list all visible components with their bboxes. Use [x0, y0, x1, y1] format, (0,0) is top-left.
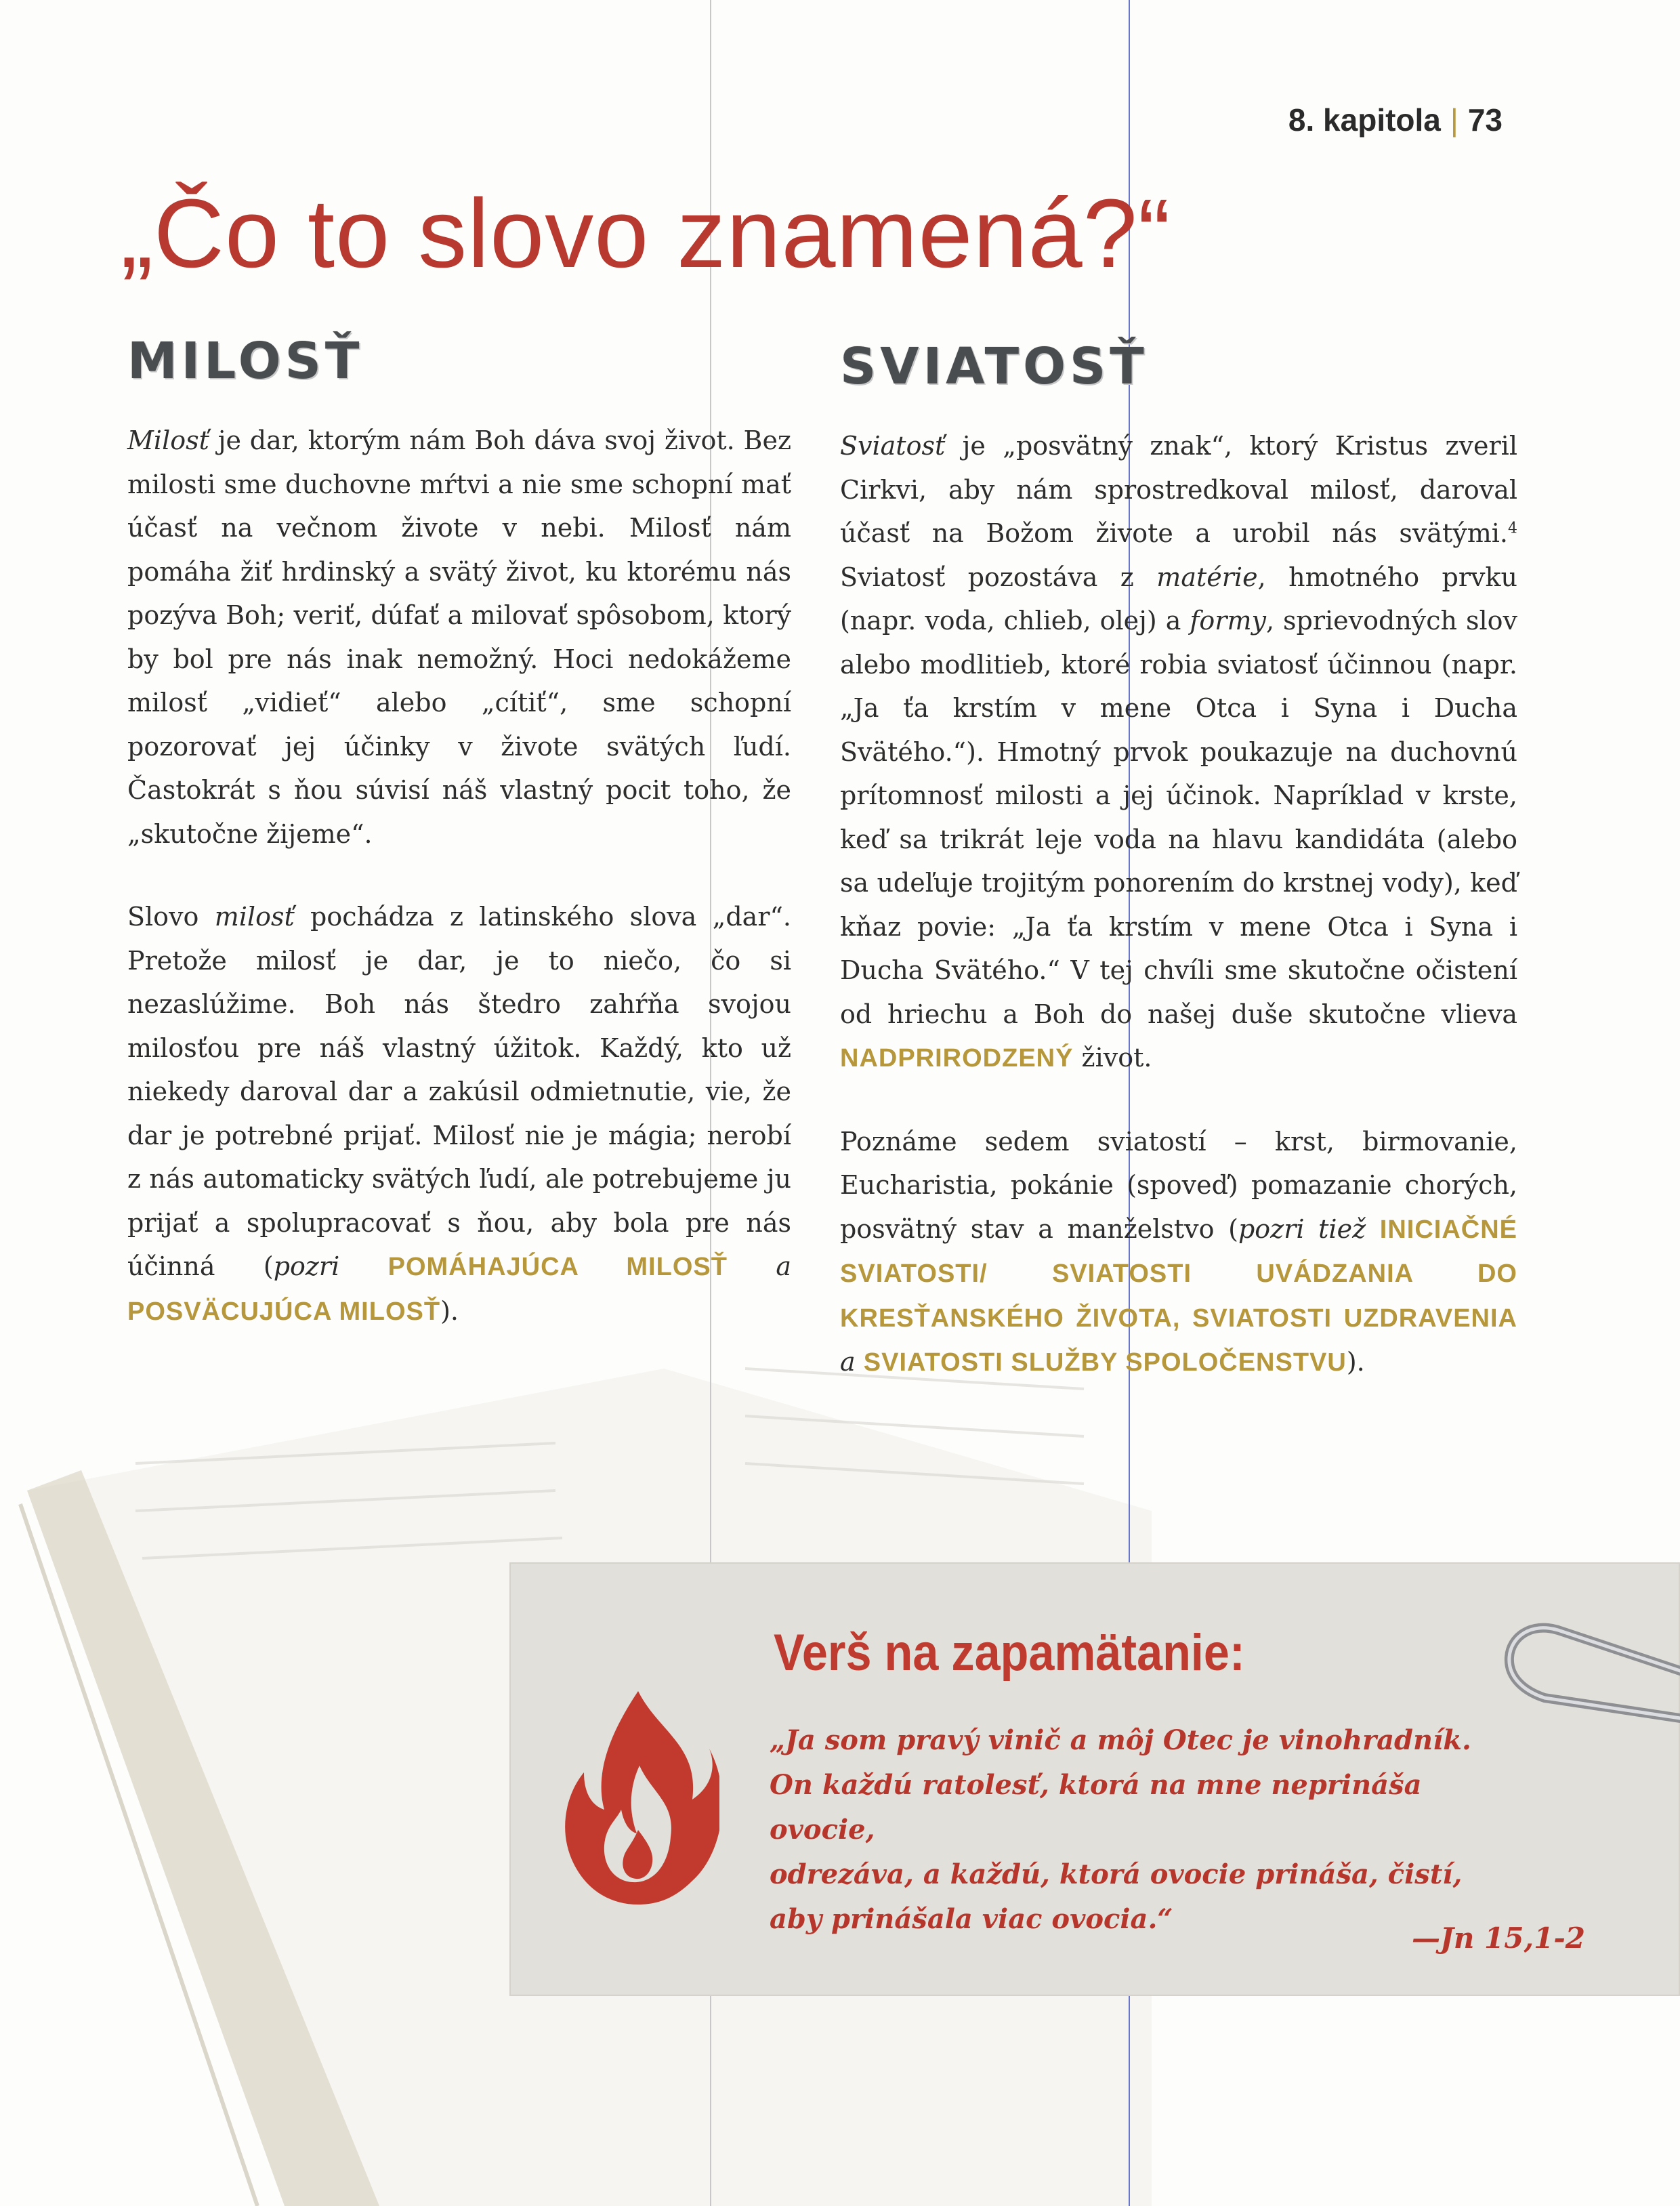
term-materie: matérie — [1156, 562, 1258, 592]
sviatost-term: Sviatosť — [840, 431, 946, 461]
sviatost-paragraph-1 — [840, 424, 1517, 1081]
verse-line: On každú ratolesť, ktorá na mne neprináša ovocie, — [770, 1769, 1422, 1846]
text-run: , hmotného prvku (napr. voda, chlieb, olej) a — [840, 562, 1517, 636]
sviatost-paragraph-2 — [840, 1120, 1517, 1385]
milost-term: Milosť — [127, 425, 209, 455]
milost-term-inline: milosť — [214, 902, 295, 932]
xref-iniciacne-sviatosti[interactable]: INICIAČNÉ SVIATOSTI/ SVIATOSTI UVÁDZANIA DO KRESŤANSKÉHO ŽIVOTA, SVIATOSTI UZDRAVENIA — [840, 1215, 1517, 1333]
verse-line: odrezáva, a každú, ktorá ovocie prináša, čistí, — [770, 1858, 1463, 1890]
memory-verse-text — [770, 1718, 1515, 1942]
pozri-tiez-label: pozri tiež — [1238, 1213, 1366, 1244]
text-run: , sprievodných slov alebo modlitieb, ktoré robia sviatosť účinnou (napr. „Ja ťa krstím v mene Otca i Syna i Ducha Svätého.“). Hmotný prvok poukazuje na duchovnú prítomnosť milosti a jej účinok. Napríklad v krste, keď sa trikrát leje voda na hlavu kandidáta (alebo sa udeľuje trojitým ponorením do krstnej vody), keď kňaz povie: „Ja ťa krstím v mene Otca i Syna i Ducha Svätého.“ V tej chvíli sme skutočne očistení od hriechu a Boh do našej duše skutočne vlieva — [840, 606, 1517, 1029]
conjunction: a — [840, 1347, 856, 1377]
memory-verse-title: Verš na zapamätanie: — [774, 1624, 1245, 1682]
sviatost-column — [840, 332, 1517, 1424]
text-run: pochádza z latinského slova „dar“. Pretože milosť je dar, je to niečo, čo si nezaslúžime. Boh nás štedro zahŕňa svojou milosťou pre náš vlastný úžitok. Každý, kto už niekedy daroval dar a zakúsil odmietnutie, vie, že dar je potrebné prijať. Milosť nie je mágia; nerobí z nás automaticky svätých ľudí, ale potrebujeme ju prijať a spolupracovať s ňou, aby bola pre nás účinná ( — [127, 902, 791, 1281]
page-number: 73 — [1467, 102, 1503, 138]
xref-pomahajuca-milost[interactable]: POMÁHAJÚCA MILOSŤ — [387, 1253, 728, 1281]
paperclip-icon — [1477, 1617, 1680, 1725]
verse-line: aby prinášala viac ovocia.“ — [770, 1903, 1173, 1935]
text-run: je „posvätný znak“, ktorý Kristus zveril Cirkvi, aby nám sprostredkoval milosť, daroval účasť na Božom živote a urobil nás svätými. — [840, 431, 1517, 548]
chapter-label: 8. kapitola — [1288, 102, 1441, 138]
footnote-marker[interactable]: 4 — [1508, 520, 1517, 537]
conjunction: a — [776, 1251, 791, 1281]
milost-paragraph-2 — [127, 895, 791, 1333]
memory-verse-box — [509, 1562, 1680, 1996]
text-run: Slovo — [127, 902, 215, 932]
milost-definition: je dar, ktorým nám Boh dáva svoj život. Bez milosti sme duchovne mŕtvi a nie sme schopní mať účasť na večnom živote v nebi. Milosť nám pomáha žiť hrdinský a svätý život, ku ktorému nás pozýva Boh; veriť, dúfať a milovať spôsobom, ktorý by bol pre nás inak nemožný. Hoci nedokážeme milosť „vidieť“ alebo „cítiť“, sme schopní pozorovať jej účinky v živote svätých ľudí. Častokrát s ňou súvisí náš vlastný pocit toho, že „skutočne žijeme“. — [127, 425, 791, 849]
flame-icon — [557, 1684, 719, 1908]
xref-nadprirodzeny[interactable]: NADPRIRODZENÝ — [840, 1044, 1074, 1073]
header-separator: | — [1450, 102, 1458, 138]
text-run: Poznáme sedem sviatostí – krst, birmovanie, Eucharistia, pokánie (spoveď) pomazanie chorých, posvätný stav a manželstvo ( — [840, 1126, 1517, 1244]
milost-column — [127, 332, 791, 1373]
text-run: Sviatosť pozostáva z — [840, 562, 1157, 592]
text-run: ). — [1346, 1347, 1365, 1377]
term-formy: formy — [1190, 606, 1266, 636]
milost-heading: MILOSŤ — [127, 332, 364, 390]
text-run: ). — [440, 1295, 459, 1326]
verse-line: „Ja som pravý vinič a môj Otec je vinohradník. — [770, 1724, 1471, 1756]
running-header — [1288, 102, 1503, 138]
pozri-label: pozri — [273, 1251, 340, 1281]
milost-paragraph-1 — [127, 419, 791, 856]
text-run: život. — [1073, 1043, 1152, 1073]
xref-sviatosti-sluzby[interactable]: SVIATOSTI SLUŽBY SPOLOČENSTVU — [863, 1348, 1347, 1377]
sviatost-heading: SVIATOSŤ — [840, 337, 1148, 396]
page-title: „Čo to slovo znamená?“ — [121, 179, 1171, 288]
xref-posvacujuca-milost[interactable]: POSVÄCUJÚCA MILOSŤ — [127, 1297, 441, 1326]
verse-reference: —Jn 15,1-2 — [1412, 1921, 1585, 1955]
